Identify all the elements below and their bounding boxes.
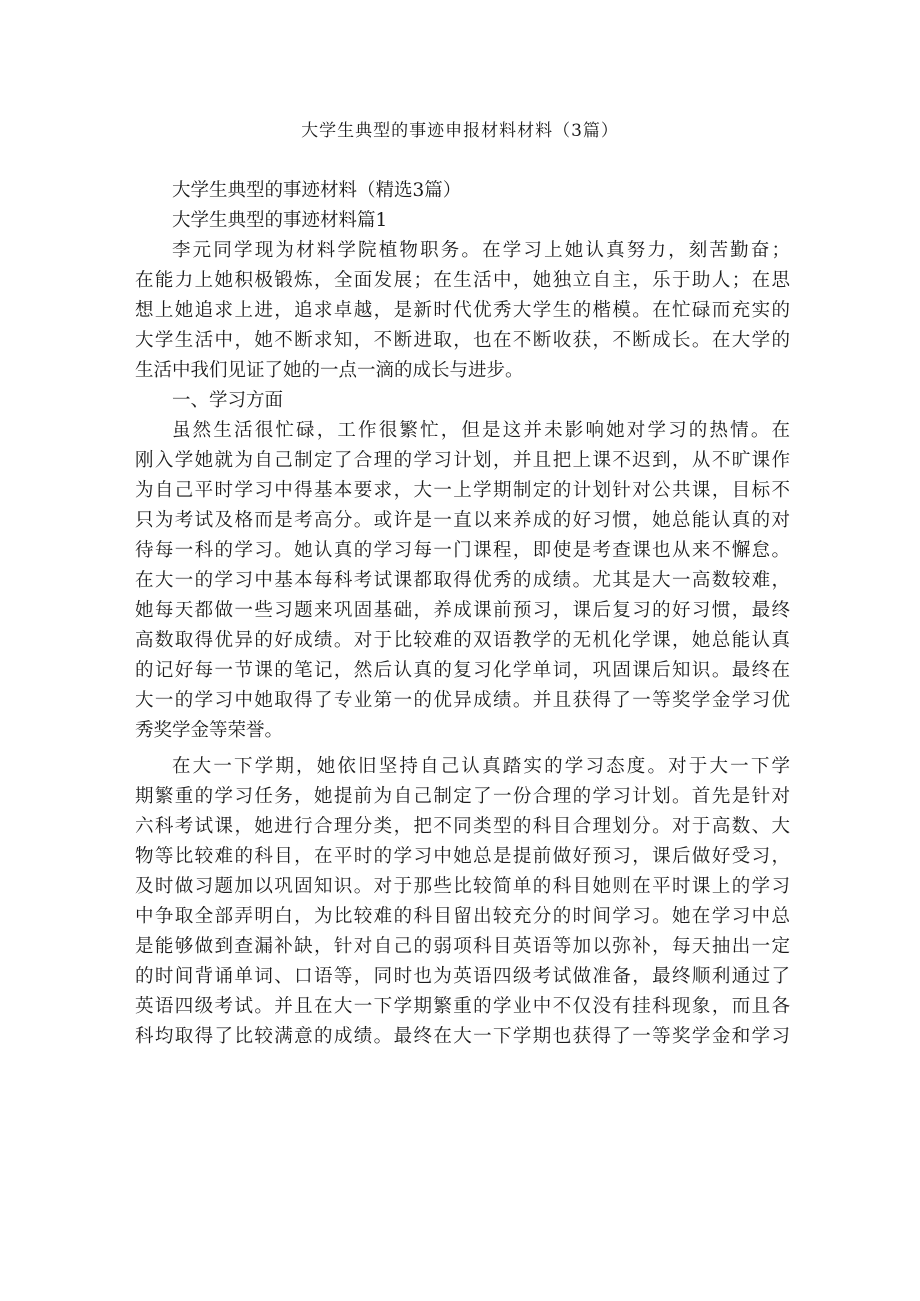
- paragraph-study-2: [135, 752, 790, 1052]
- paragraph-line: 在能力上她积极锻炼，全面发展；在生活中，她独立自主，乐于助人；在思: [135, 270, 790, 291]
- paragraph-line: 六科考试课，她进行合理分类，把不同类型的科目合理划分。对于高数、大: [135, 816, 790, 837]
- document-body: [135, 176, 790, 1052]
- paragraph-line: 的时间背诵单词、口语等，同时也为英语四级考试做准备，最终顺利通过了: [135, 966, 790, 987]
- paragraph-line: 物等比较难的科目，在平时的学习中她总是提前做好预习，课后做好受习，: [135, 846, 790, 867]
- paragraph-line: 只为考试及格而是考高分。或许是一直以来养成的好习惯，她总能认真的对: [135, 510, 790, 531]
- paragraph-intro: [135, 236, 790, 386]
- paragraph-line: 想上她追求上进，追求卓越，是新时代优秀大学生的楷模。在忙碌而充实的: [135, 300, 790, 321]
- paragraph-line: 大一的学习中她取得了专业第一的优异成绩。并且获得了一等奖学金学习优: [135, 690, 790, 711]
- paragraph-study-1: [135, 416, 790, 746]
- paragraph-line: 在大一下学期，她依旧坚持自己认真踏实的学习态度。对于大一下学: [172, 756, 790, 777]
- paragraph-line: 高数取得优异的好成绩。对于比较难的双语教学的无机化学课，她总能认真: [135, 630, 790, 651]
- paragraph-line: 是能够做到查漏补缺，针对自己的弱项科目英语等加以弥补，每天抽出一定: [135, 936, 790, 957]
- document-subtitle: 大学生典型的事迹材料（精选3篇）: [172, 180, 462, 201]
- paragraph-line: 李元同学现为材料学院植物职务。在学习上她认真努力，刻苦勤奋；: [172, 240, 790, 261]
- paragraph-line: 她每天都做一些习题来巩固基础，养成课前预习，课后复习的好习惯，最终: [135, 600, 790, 621]
- paragraph-line: 虽然生活很忙碌，工作很繁忙，但是这并未影响她对学习的热情。在: [172, 420, 790, 441]
- paragraph-line: 及时做习题加以巩固知识。对于那些比较简单的科目她则在平时课上的学习: [135, 876, 790, 897]
- paragraph-line: 中争取全部弄明白，为比较难的科目留出较充分的时间学习。她在学习中总: [135, 906, 790, 927]
- section-heading: 大学生典型的事迹材料篇1: [172, 210, 388, 231]
- study-heading: 一、学习方面: [172, 390, 284, 411]
- paragraph-line: 刚入学她就为自己制定了合理的学习计划，并且把上课不迟到，从不旷课作: [135, 450, 790, 471]
- paragraph-line: 生活中我们见证了她的一点一滴的成长与进步。: [135, 360, 524, 381]
- paragraph-line: 待每一科的学习。她认真的学习每一门课程，即使是考查课也从来不懈怠。: [135, 540, 790, 561]
- paragraph-line: 在大一的学习中基本每科考试课都取得优秀的成绩。尤其是大一高数较难，: [135, 570, 790, 591]
- paragraph-line: 的记好每一节课的笔记，然后认真的复习化学单词，巩固课后知识。最终在: [135, 660, 790, 681]
- paragraph-line: 大学生活中，她不断求知，不断进取，也在不断收获，不断成长。在大学的: [135, 330, 790, 351]
- paragraph-line: 秀奖学金等荣誉。: [135, 720, 284, 741]
- paragraph-line: 英语四级考试。并且在大一下学期繁重的学业中不仅没有挂科现象，而且各: [135, 996, 790, 1017]
- paragraph-line: 期繁重的学习任务，她提前为自己制定了一份合理的学习计划。首先是针对: [135, 786, 790, 807]
- paragraph-line: 科均取得了比较满意的成绩。最终在大一下学期也获得了一等奖学金和学习: [135, 1026, 790, 1047]
- document-title: 大学生典型的事迹申报材料材料（3篇）: [301, 121, 619, 141]
- paragraph-line: 为自己平时学习中得基本要求，大一上学期制定的计划针对公共课，目标不: [135, 480, 790, 501]
